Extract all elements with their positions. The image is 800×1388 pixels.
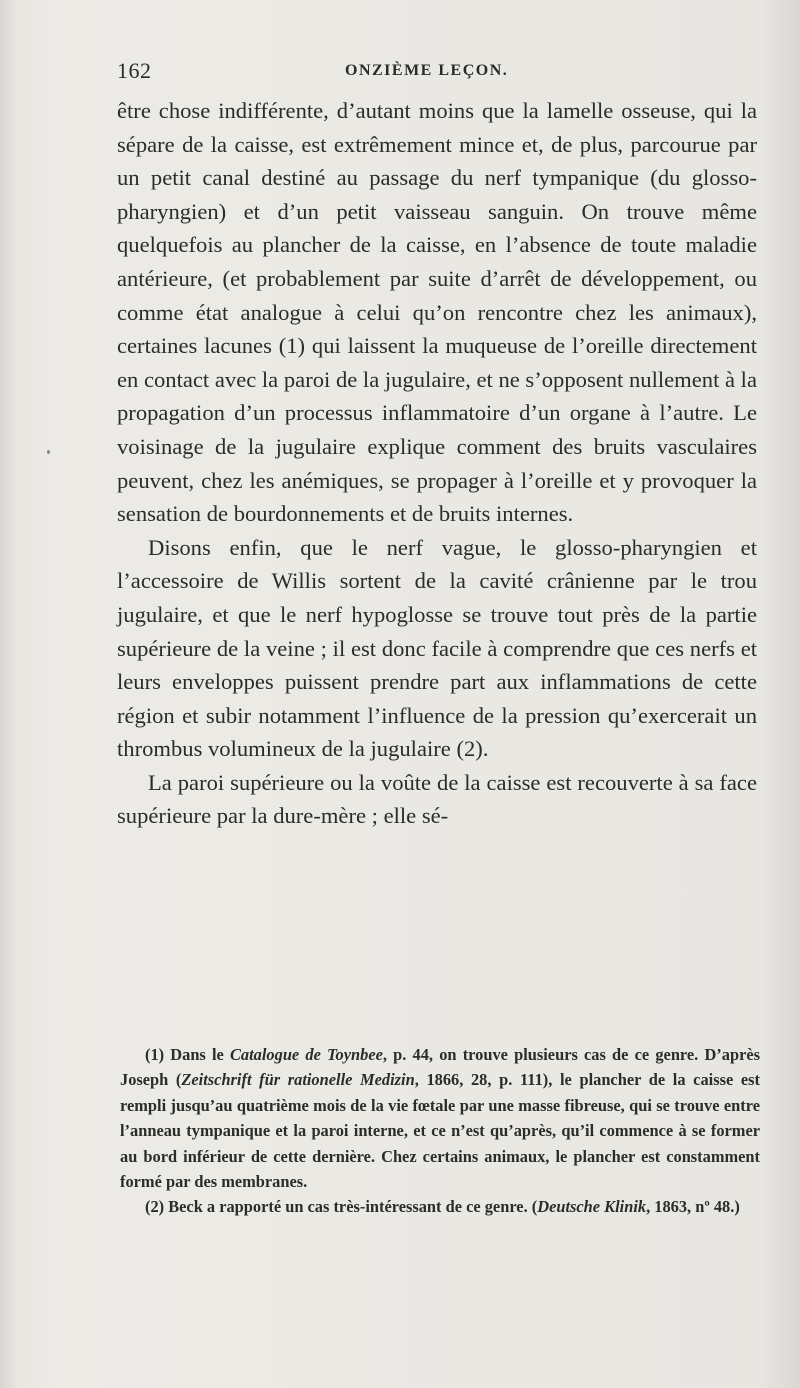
paragraph: être chose indifférente, d’autant moins que la lamelle osseuse, qui la sépare de la caisse, est extrêmement mince et, de plus, parcourue par un petit canal destiné au passage du nerf tympanique (du glosso-pharyngien) et d’un petit vaisseau sanguin. On trouve même quelquefois au plancher de la caisse, en l’absence de toute maladie antérieure, (et probablement par suite d’arrêt de développement, ou comme état analogue à celui qu’on rencontre chez les animaux), certaines lacunes (1) qui laissent la muqueuse de l’oreille directement en contact avec la paroi de la jugulaire, et ne s’opposent nullement à la propagation d’un processus inflammatoire d’un organe à l’autre. Le voisinage de la jugulaire explique comment des bruits vasculaires peuvent, chez les anémiques, se propager à l’oreille et y provoquer la sensation de bourdonnements et de bruits internes. <box>117 98 757 527</box>
margin-speck <box>47 450 50 454</box>
footnote-2 <box>120 1194 760 1219</box>
footnotes <box>120 1042 760 1220</box>
running-head: ONZIÈME LEÇON. <box>345 62 509 79</box>
footnote-title: Catalogue de Toynbee <box>230 1045 383 1064</box>
footnote-text: , p. 44, on trouve plusieurs cas de ce genre. D’après Joseph ( <box>120 1045 760 1090</box>
footnote-text: (2) Beck a rapporté un cas très-intéressant de ce genre. ( <box>145 1197 538 1217</box>
page-number: 162 <box>117 58 152 83</box>
footnote-title: Deutsche Klinik <box>537 1197 647 1217</box>
footnote-text: , 1866, 28, p. 111), le plancher de la caisse est rempli jusqu’au quatrième mois de la vie fœtale par une masse fibreuse, qui se trouve entre l’anneau tympanique et la paroi interne, et ce n’est qu’après, qu’il commence à se former au bord inférieur de cette dernière. Chez certains animaux, le plancher est constamment formé par des membranes. <box>120 1070 760 1192</box>
paragraph: Disons enfin, que le nerf vague, le glosso-pharyngien et l’accessoire de Willis sortent de la cavité crânienne par le trou jugulaire, et que le nerf hypoglosse se trouve tout près de la partie supérieure de la veine ; il est donc facile à comprendre que ces nerfs et leurs enveloppes puissent prendre part aux inflammations de cette région et subir notamment l’influence de la pression qu’exercerait un thrombus volumineux de la jugulaire (2). <box>117 534 757 762</box>
footnote-title: Zeitschrift für rationelle Medizin <box>181 1070 415 1090</box>
page-header <box>117 58 757 88</box>
footnote-1 <box>120 1042 760 1194</box>
footnote-text: (1) Dans le <box>145 1045 230 1064</box>
paragraph: La paroi supérieure ou la voûte de la caisse est recouverte à sa face supérieure par la dure-mère ; elle sé- <box>117 769 757 829</box>
body-text <box>117 94 757 833</box>
footnote-text: , 1863, nº 48.) <box>646 1197 740 1217</box>
